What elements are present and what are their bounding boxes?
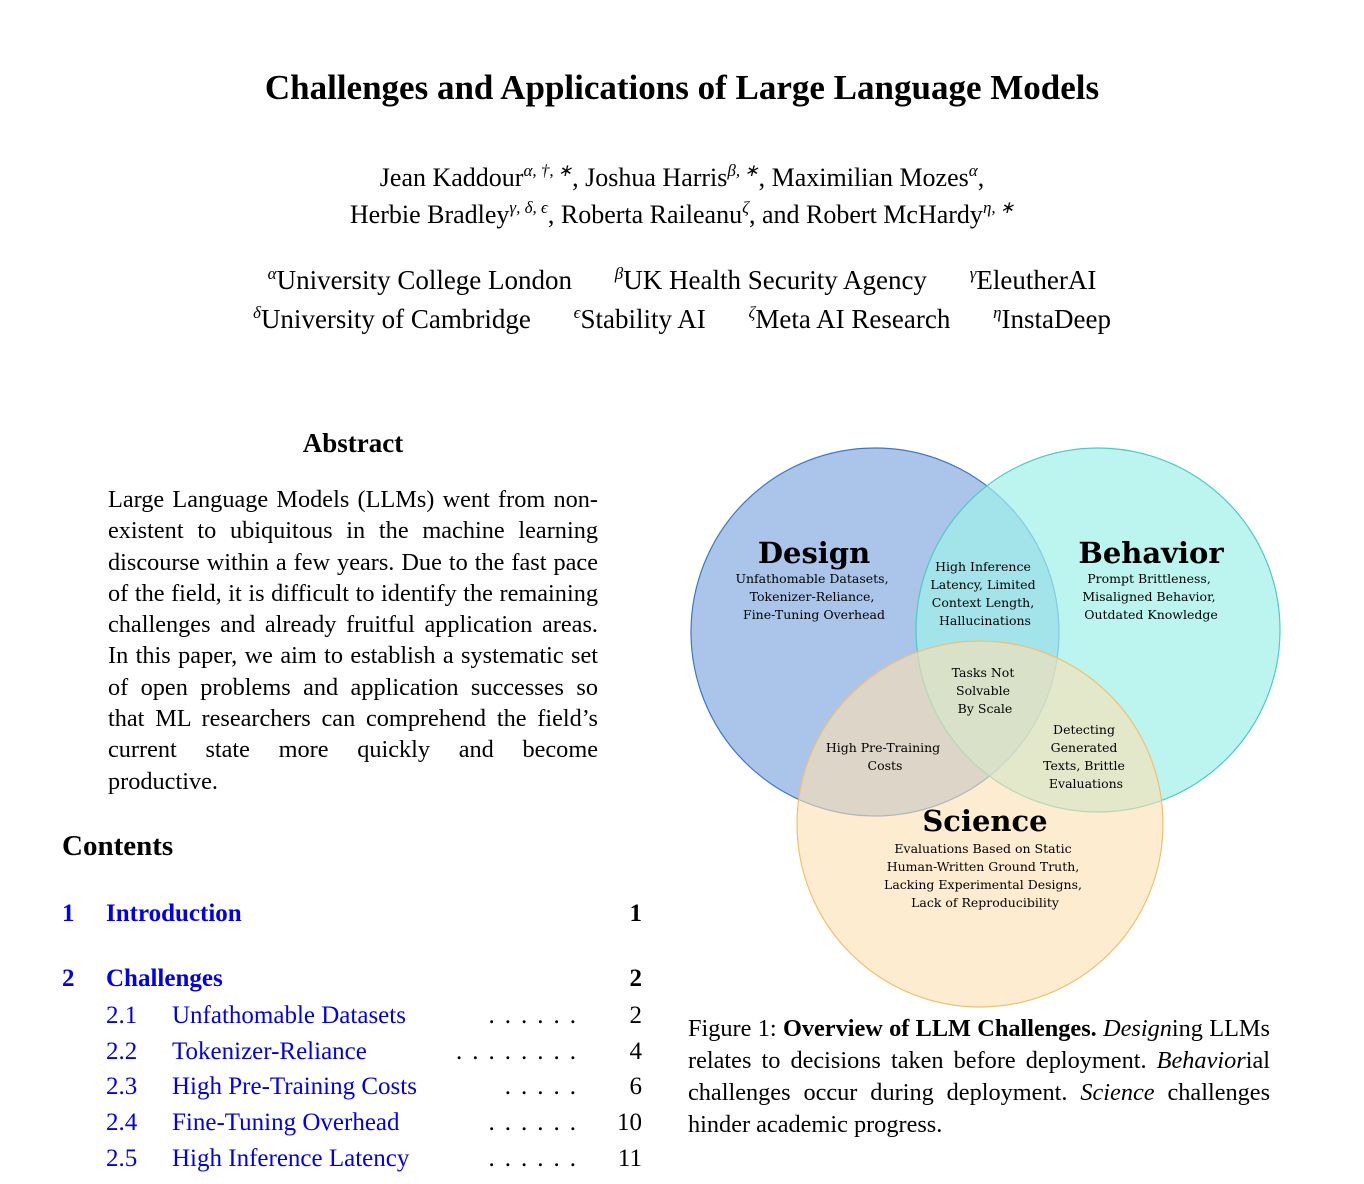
toc-number: 2.4 — [106, 1109, 138, 1136]
caption-title: Overview of LLM Challenges. — [782, 1015, 1097, 1042]
toc-link[interactable]: Introduction — [106, 900, 242, 927]
toc-entry-pretraining-costs[interactable] — [62, 1073, 642, 1105]
toc-page: 6 — [629, 1073, 642, 1100]
affiliation: $^\gamma$EleutherAI — [969, 264, 1097, 295]
toc-leader: ...... — [488, 1109, 586, 1136]
toc-leader: ..... — [504, 1073, 586, 1100]
venn-diagram — [680, 440, 1300, 1020]
caption-text: ing LLMs relates to decisions taken before deployment. — [688, 1015, 1270, 1074]
toc-number: 1 — [62, 900, 75, 927]
author: Robert McHardy$^{\eta, ∗}$ — [806, 198, 1015, 229]
caption-label: Figure 1: — [688, 1015, 777, 1042]
toc-link[interactable]: High Inference Latency — [172, 1145, 410, 1172]
caption-text: ial challenges occur during deployment. — [688, 1047, 1270, 1106]
paper-title: Challenges and Applications of Large Language Models — [264, 68, 1100, 107]
figure-caption — [688, 1013, 1270, 1141]
affiliation: $^\delta$University of Cambridge — [253, 303, 531, 334]
caption-emphasis: Science — [1080, 1079, 1155, 1106]
toc-link[interactable]: High Pre-Training Costs — [172, 1073, 417, 1100]
toc-page: 2 — [629, 1002, 642, 1029]
abstract-heading: Abstract — [302, 428, 404, 458]
toc-page: 2 — [629, 965, 642, 992]
science-title: Science — [922, 804, 1048, 838]
toc-link[interactable]: Fine-Tuning Overhead — [172, 1109, 400, 1136]
author: Jean Kaddour$^{\alpha, \dagger, ∗}$, — [379, 161, 586, 192]
design-behavior-items: High Inference Latency, Limited Context Length, Hallucinations — [930, 559, 1036, 628]
author: Maximilian Mozes$^\alpha$, — [771, 161, 985, 192]
toc-entry-challenges[interactable] — [62, 965, 642, 997]
author-line-2 — [0, 197, 1364, 233]
design-title: Design — [757, 536, 871, 570]
author: Joshua Harris$^{\beta, ∗}$, — [585, 161, 772, 192]
contents-heading: Contents — [62, 830, 174, 862]
behavior-items: Prompt Brittleness, Misaligned Behavior, Outdated Knowledge — [1082, 571, 1218, 622]
affiliations-line-1 — [0, 265, 1364, 296]
toc-entry-introduction[interactable] — [62, 900, 642, 932]
affiliation: $^\eta$InstaDeep — [993, 303, 1111, 334]
toc-leader: ...... — [488, 1145, 586, 1172]
toc-entry-fine-tuning-overhead[interactable] — [62, 1109, 642, 1141]
toc-link[interactable]: Tokenizer-Reliance — [172, 1038, 367, 1065]
affiliation: $^\epsilon$Stability AI — [573, 303, 706, 334]
toc-number: 2.5 — [106, 1145, 138, 1172]
toc-leader: ...... — [488, 1002, 586, 1029]
behavior-science-items: Detecting Generated Texts, Brittle Evaluations — [1043, 722, 1125, 791]
center-items: Tasks Not Solvable By Scale — [951, 665, 1015, 716]
toc-entry-unfathomable-datasets[interactable] — [62, 1002, 642, 1034]
toc-page: 4 — [629, 1038, 642, 1065]
author-line-1 — [0, 160, 1364, 196]
toc-leader: ........ — [456, 1038, 586, 1065]
behavior-title: Behavior — [1078, 536, 1224, 570]
affiliation: $^\alpha$University College London — [267, 264, 573, 295]
toc-page: 11 — [617, 1145, 642, 1172]
caption-text: challenges hinder academic progress. — [688, 1079, 1271, 1138]
toc-number: 2.2 — [106, 1038, 138, 1065]
toc-link[interactable]: Challenges — [106, 965, 223, 992]
toc-page: 1 — [629, 900, 642, 927]
toc-number: 2.1 — [106, 1002, 138, 1029]
toc-page: 10 — [617, 1109, 642, 1136]
author: Herbie Bradley$^{\gamma, \delta, \epsilon}$, — [349, 198, 561, 229]
author: Roberta Raileanu$^\zeta$, and — [560, 198, 807, 229]
affiliation: $^\zeta$Meta AI Research — [748, 303, 951, 334]
toc-entry-inference-latency[interactable] — [62, 1145, 642, 1177]
caption-emphasis: Design — [1103, 1015, 1172, 1042]
toc-number: 2 — [62, 965, 75, 992]
design-items: Unfathomable Datasets, Tokenizer-Reliance, Fine-Tuning Overhead — [735, 571, 889, 622]
toc-number: 2.3 — [106, 1073, 138, 1100]
affiliation: $^\beta$UK Health Security Agency — [614, 264, 927, 295]
caption-emphasis: Behavior — [1156, 1047, 1246, 1074]
design-science-items: High Pre-Training Costs — [825, 740, 941, 773]
toc-entry-tokenizer-reliance[interactable] — [62, 1038, 642, 1070]
abstract-text: Large Language Models (LLMs) went from non-existent to ubiquitous in the machine learning discourse within a few years. Due to the fast pace of the field, it is difficult to identify the remaining challenges and already fruitful application areas. In this paper, we aim to establish a systematic set of open problems and application successes so that ML researchers can comprehend the field’s current state more quickly and become productive. — [108, 486, 598, 795]
affiliations-line-2 — [0, 304, 1364, 335]
toc-link[interactable]: Unfathomable Datasets — [172, 1002, 406, 1029]
science-items: Evaluations Based on Static Human-Written Ground Truth, Lacking Experimental Designs, Lack of Reproducibility — [884, 841, 1082, 910]
